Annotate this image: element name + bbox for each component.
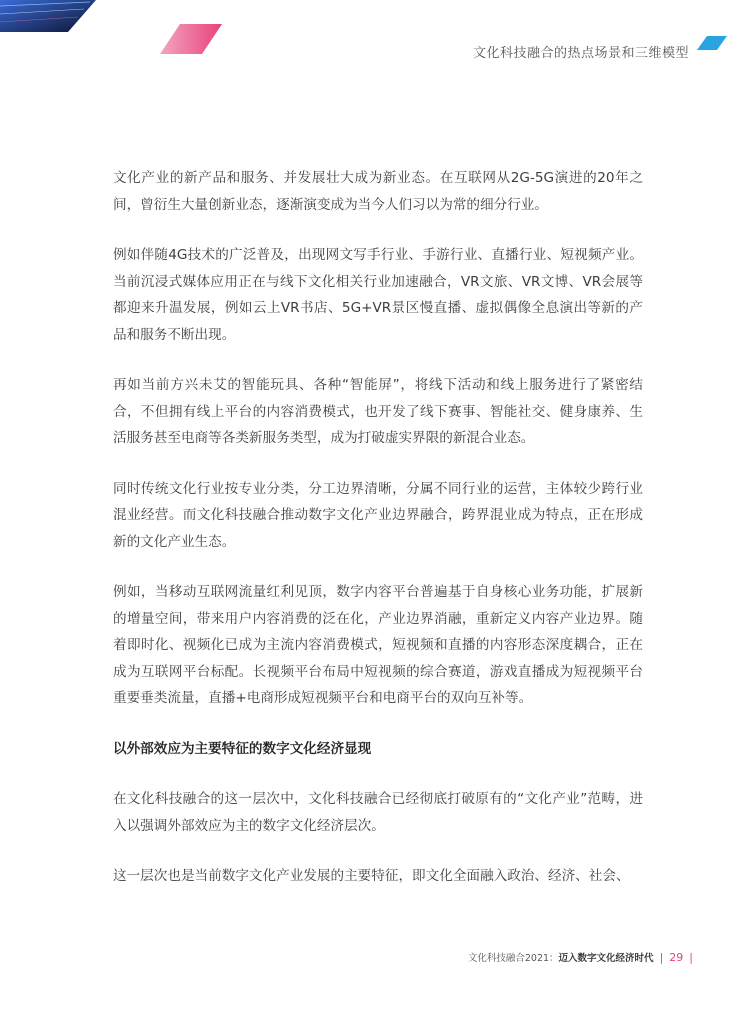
paragraph: 例如伴随4G技术的广泛普及，出现网文写手行业、手游行业、直播行业、短视频产业。当前沉浸式媒体应用正在与线下文化相关行业加速融合，VR文旅、VR文博、VR会展等都迎来升温发展，例如云上VR书店、5G+VR景区慢直播、虚拟偶像全息演出等新的产品和服务不断出现。 <box>113 247 643 343</box>
footer-report-subtitle: 迈入数字文化经济时代 <box>558 953 654 964</box>
paragraph: 例如，当移动互联网流量红利见顶，数字内容平台普遍基于自身核心业务功能，扩展新的增量空间，带来用户内容消费的泛在化，产业边界消融，重新定义内容产业边界。随着即时化、视频化已成为主流内容消费模式，短视频和直播的内容形态深度耦合，正在成为互联网平台标配。长视频平台布局中短视频的综合赛道，游戏直播成为短视频平台重要垂类流量，直播+电商形成短视频平台和电商平台的双向互补等。 <box>113 584 643 706</box>
paragraph: 在文化科技融合的这一层次中，文化科技融合已经彻底打破原有的“文化产业”范畴，进入以强调外部效应为主的数字文化经济层次。 <box>113 791 643 834</box>
pink-parallelogram-decoration <box>160 24 230 56</box>
paragraph: 文化产业的新产品和服务、并发展壮大成为新业态。在互联网从2G-5G演进的20年之间，曾衍生大量创新业态，逐渐演变成为当今人们习以为常的细分行业。 <box>113 170 643 213</box>
page-footer <box>468 950 693 964</box>
paragraph: 同时传统文化行业按专业分类，分工边界清晰，分属不同行业的运营，主体较少跨行业混业经营。而文化科技融合推动数字文化产业边界融合，跨界混业成为特点，正在形成新的文化产业生态。 <box>113 480 643 550</box>
running-header-title: 文化科技融合的热点场景和三维模型 <box>472 46 689 61</box>
page-number: 29 <box>669 950 684 964</box>
footer-separator: | <box>689 950 693 964</box>
blue-parallelogram-decoration <box>697 36 727 50</box>
footer-separator: | <box>659 950 664 964</box>
top-left-decoration <box>0 0 110 40</box>
paragraph: 再如当前方兴未艾的智能玩具、各种“智能屏”，将线下活动和线上服务进行了紧密结合，不但拥有线上平台的内容消费模式，也开发了线下赛事、智能社交、健身康养、生活服务甚至电商等各类新服务类型，成为打破虚实界限的新混合业态。 <box>113 377 643 446</box>
paragraph: 这一层次也是当前数字文化产业发展的主要特征，即文化全面融入政治、经济、社会、 <box>113 868 630 884</box>
footer-report-title: 文化科技融合2021：迈入数字文化经济时代 <box>467 953 654 964</box>
body-text <box>113 165 643 914</box>
section-heading: 以外部效应为主要特征的数字文化经济显现 <box>113 740 372 757</box>
